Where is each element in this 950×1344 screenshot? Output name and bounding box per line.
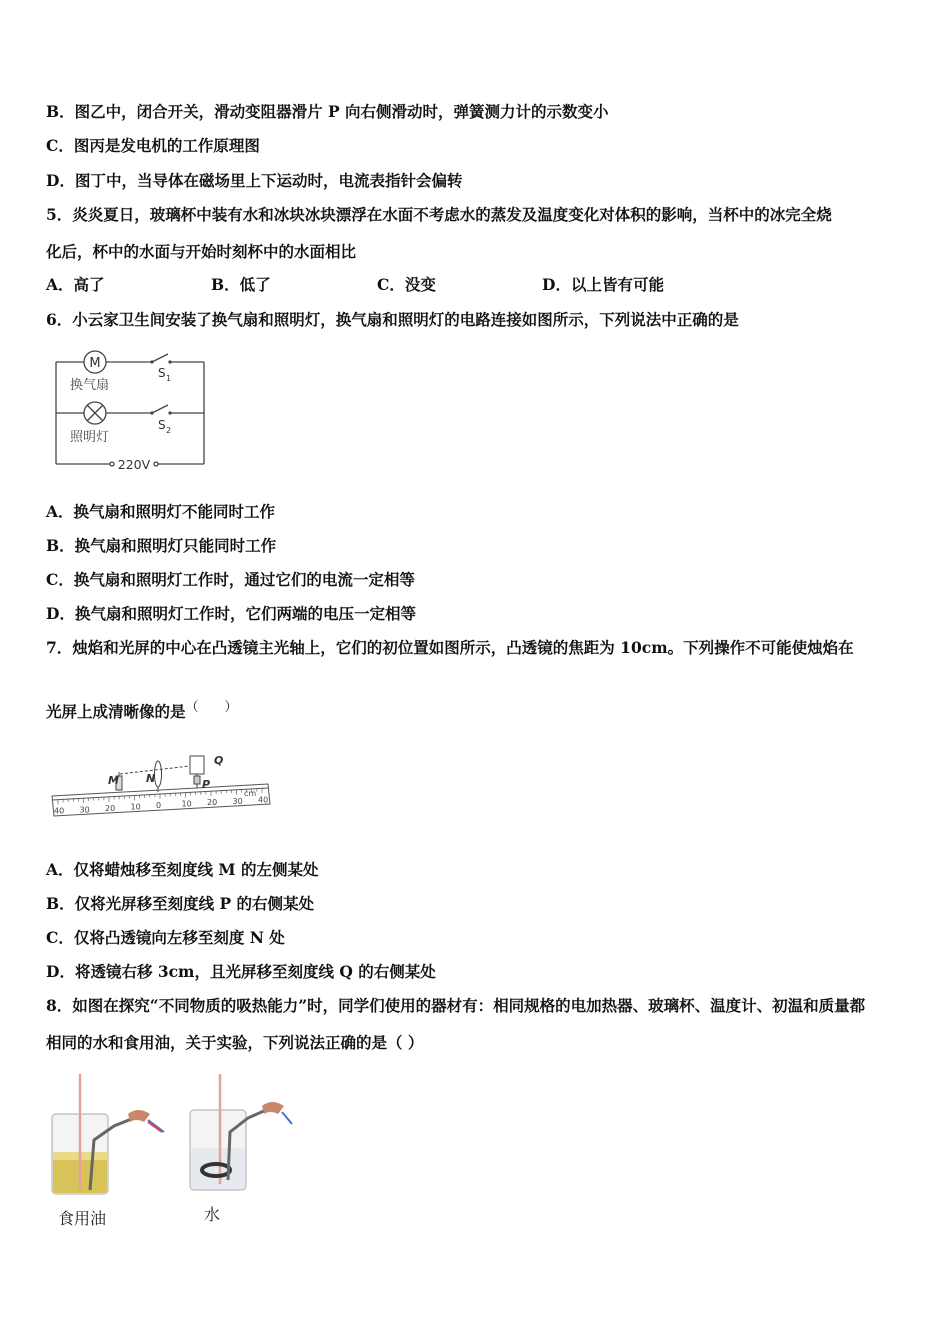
ruler-unit: cm (244, 789, 257, 798)
q7-stem-text: 光屏上成清晰像的是 (46, 702, 186, 721)
q6-option-c: C．换气扇和照明灯工作时，通过它们的电流一定相等 (46, 570, 415, 589)
q6-stem: 6．小云家卫生间安装了换气扇和照明灯，换气扇和照明灯的电路连接如图所示，下列说法中正确的是 (46, 310, 739, 329)
q5-option-c: C．没变 (377, 275, 436, 294)
water-label: 水 (204, 1205, 221, 1224)
q4-option-b: B．图乙中，闭合开关，滑动变阻器滑片 P 向右侧滑动时，弹簧测力计的示数变小 (46, 102, 609, 121)
q5-stem-line1: 5．炎炎夏日，玻璃杯中装有水和冰块冰块漂浮在水面不考虑水的蒸发及温度变化对体积的影响，当杯中的冰完全烧 (46, 205, 832, 224)
q7-option-b: B．仅将光屏移至刻度线 P 的右侧某处 (46, 894, 315, 913)
q6-option-b: B．换气扇和照明灯只能同时工作 (46, 536, 277, 555)
q7-optical-bench-diagram (48, 748, 274, 824)
q6-option-d: D．换气扇和照明灯工作时，它们两端的电压一定相等 (46, 604, 416, 623)
q6-circuit-diagram (48, 340, 212, 478)
q7-stem-line2 (46, 702, 238, 724)
ruler-tick-label: 30 (232, 796, 243, 806)
q8-beakers-photo (44, 1070, 302, 1230)
label-q: Q (214, 754, 224, 767)
q5-stem-line2: 化后，杯中的水面与开始时刻杯中的水面相比 (46, 242, 357, 261)
ruler-tick-label: 40 (54, 806, 65, 816)
q5-option-b: B．低了 (211, 275, 271, 294)
ruler-tick-label: 40 (258, 795, 269, 805)
ruler-tick-label: 30 (79, 805, 90, 815)
label-n: N (146, 772, 156, 785)
switch1-label: S (158, 366, 166, 380)
ruler-tick-label: 10 (130, 802, 141, 812)
label-p: P (202, 778, 211, 791)
fan-label: 换气扇 (70, 378, 110, 393)
q6-option-a: A．换气扇和照明灯不能同时工作 (46, 502, 276, 521)
ruler-tick-label: 10 (181, 799, 192, 809)
q7-option-a: A．仅将蜡烛移至刻度线 M 的左侧某处 (46, 860, 319, 879)
water-beaker (190, 1074, 292, 1190)
q8-stem-line1: 8．如图在探究“不同物质的吸热能力”时，同学们使用的器材有：相同规格的电加热器、玻璃杯、温度计、初温和质量都 (46, 996, 866, 1015)
q7-answer-paren: （ ） (185, 700, 238, 715)
label-m: M (108, 774, 119, 787)
ruler-tick-label: 0 (156, 801, 162, 810)
lamp-label: 照明灯 (70, 430, 110, 445)
ruler-tick-label: 20 (105, 803, 116, 813)
q7-option-c: C．仅将凸透镜向左移至刻度 N 处 (46, 928, 285, 947)
q4-option-d: D．图丁中，当导体在磁场里上下运动时，电流表指针会偏转 (46, 171, 463, 190)
switch2-label: S (158, 418, 166, 432)
q7-option-d: D．将透镜右移 3cm，且光屏移至刻度线 Q 的右侧某处 (46, 962, 436, 981)
ruler-tick-label: 20 (207, 798, 218, 808)
q5-option-d: D．以上皆有可能 (542, 275, 664, 294)
switch1-subscript: 1 (166, 374, 172, 383)
motor-symbol: M (89, 356, 101, 371)
oil-beaker (52, 1074, 164, 1194)
q7-stem-line1: 7．烛焰和光屏的中心在凸透镜主光轴上，它们的初位置如图所示，凸透镜的焦距为 10cm。下列操作不可能使烛焰在 (46, 638, 854, 657)
oil-label: 食用油 (58, 1209, 107, 1228)
q4-option-c: C．图丙是发电机的工作原理图 (46, 136, 260, 155)
q8-stem-line2: 相同的水和食用油，关于实验，下列说法正确的是（ ） (46, 1033, 424, 1052)
q5-option-a: A．高了 (46, 275, 105, 294)
voltage-label: 220V (117, 457, 151, 472)
switch2-subscript: 2 (166, 426, 172, 435)
